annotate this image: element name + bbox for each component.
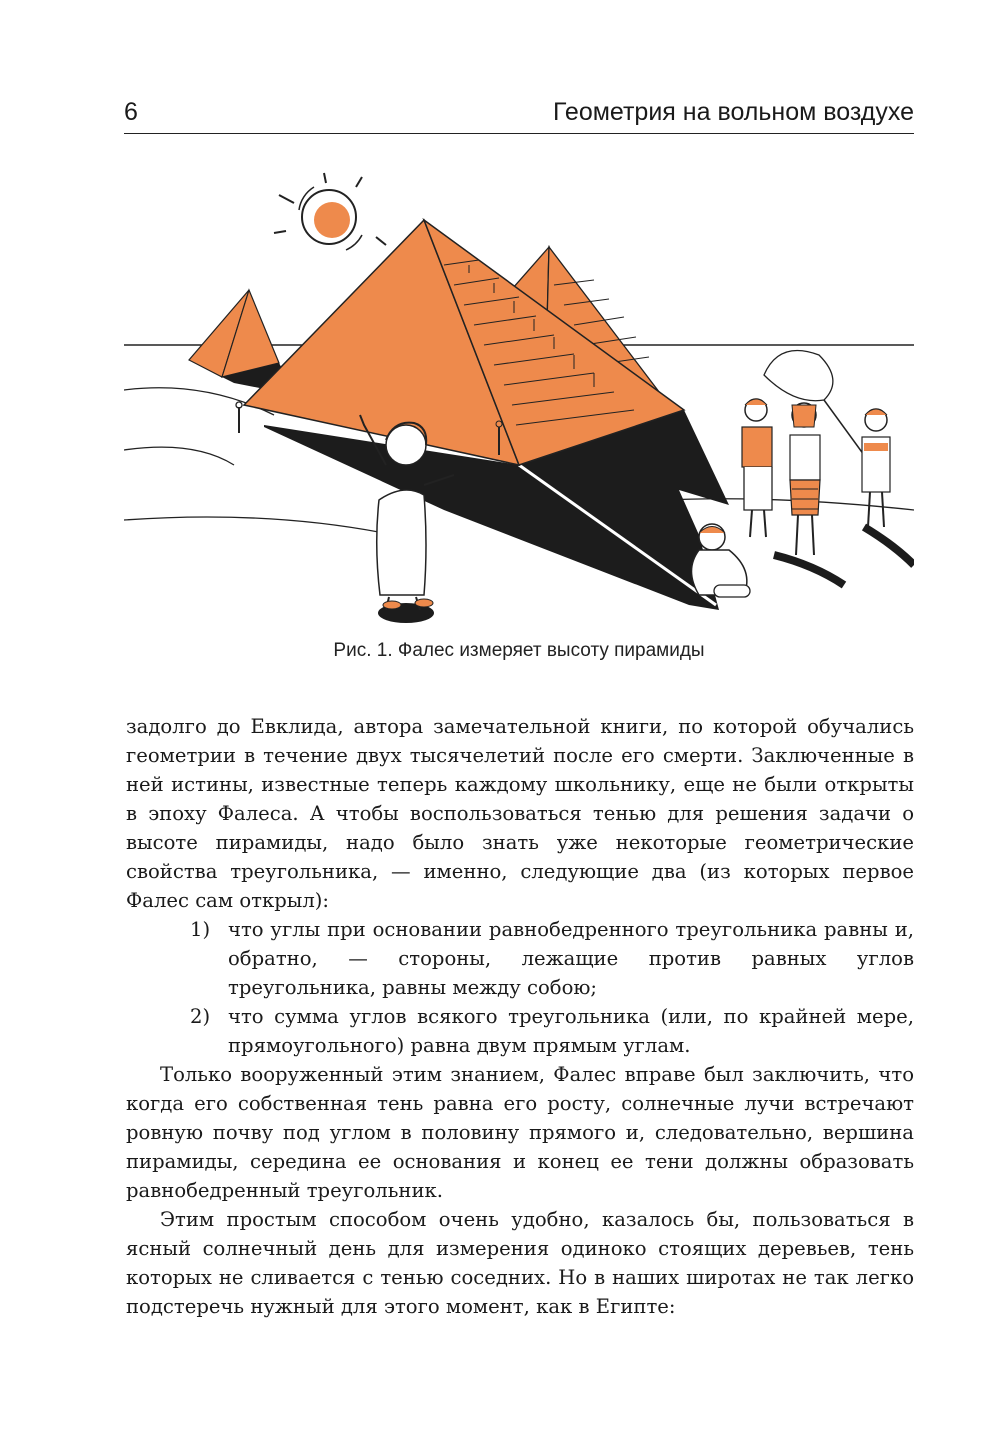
page-number: 6: [124, 98, 138, 126]
paragraph: Этим простым способом очень удобно, казалось бы, пользоваться в ясный солнечный день для измерения одиноко стоящих деревьев, тень которых не сливается с тенью соседних. Но в наших широтах не так легко подстеречь нужный для этого момент, как в Египте:: [126, 1208, 914, 1318]
egyptian-right: [862, 409, 914, 565]
list-text: что углы при основании равнобедренного треугольника равны и, обратно, — стороны, лежащие против равных углов треугольника, равны между собою;: [228, 918, 914, 999]
numbered-list: [126, 915, 914, 1060]
header-rule: [124, 133, 914, 134]
figure-illustration: [124, 165, 914, 630]
sun-icon: [274, 173, 386, 250]
running-title: Геометрия на вольном воздухе: [553, 98, 914, 126]
dune-line: [124, 447, 234, 465]
list-item: [126, 1002, 914, 1060]
scribe-figure: [692, 524, 751, 597]
tiny-figure-left: [236, 402, 242, 433]
pyramids-illustration: [124, 165, 914, 630]
paragraph: задолго до Евклида, автора замечательной книги, по которой обучались геометрии в течение двух тысячелетий после его смерти. Заключенные в ней истины, известные теперь каждому школьнику, еще не были открыты в эпоху Фалеса. А чтобы воспользоваться тенью для решения задачи о высоте пирамиды, надо было знать уже некоторые геометрические свойства треугольника, — именно, следующие два (из которых первое Фалес сам открыл):: [126, 715, 914, 912]
list-text: что сумма углов всякого треугольника (или, по крайней мере, прямоугольного) равна двум прямым углам.: [228, 1005, 914, 1057]
figure-caption: Рис. 1. Фалес измеряет высоту пирамиды: [333, 640, 705, 661]
pharaoh-figure: [764, 351, 864, 586]
dune-line: [664, 499, 914, 510]
egyptian-left: [742, 399, 772, 537]
dune-line: [124, 517, 384, 533]
page-header: [124, 92, 914, 136]
list-item: [126, 915, 914, 1002]
list-number: 2): [190, 1005, 211, 1028]
body-text: [126, 712, 914, 1321]
paragraph: Только вооруженный этим знанием, Фалес вправе был заключить, что когда его собственная тень равна его росту, солнечные лучи встречают ровную почву под углом в половину прямого и, следовательно, вершина пирамиды, середина ее основания и конец ее тени должны образовать равнобедренный треугольник.: [126, 1063, 914, 1202]
list-number: 1): [190, 918, 211, 941]
